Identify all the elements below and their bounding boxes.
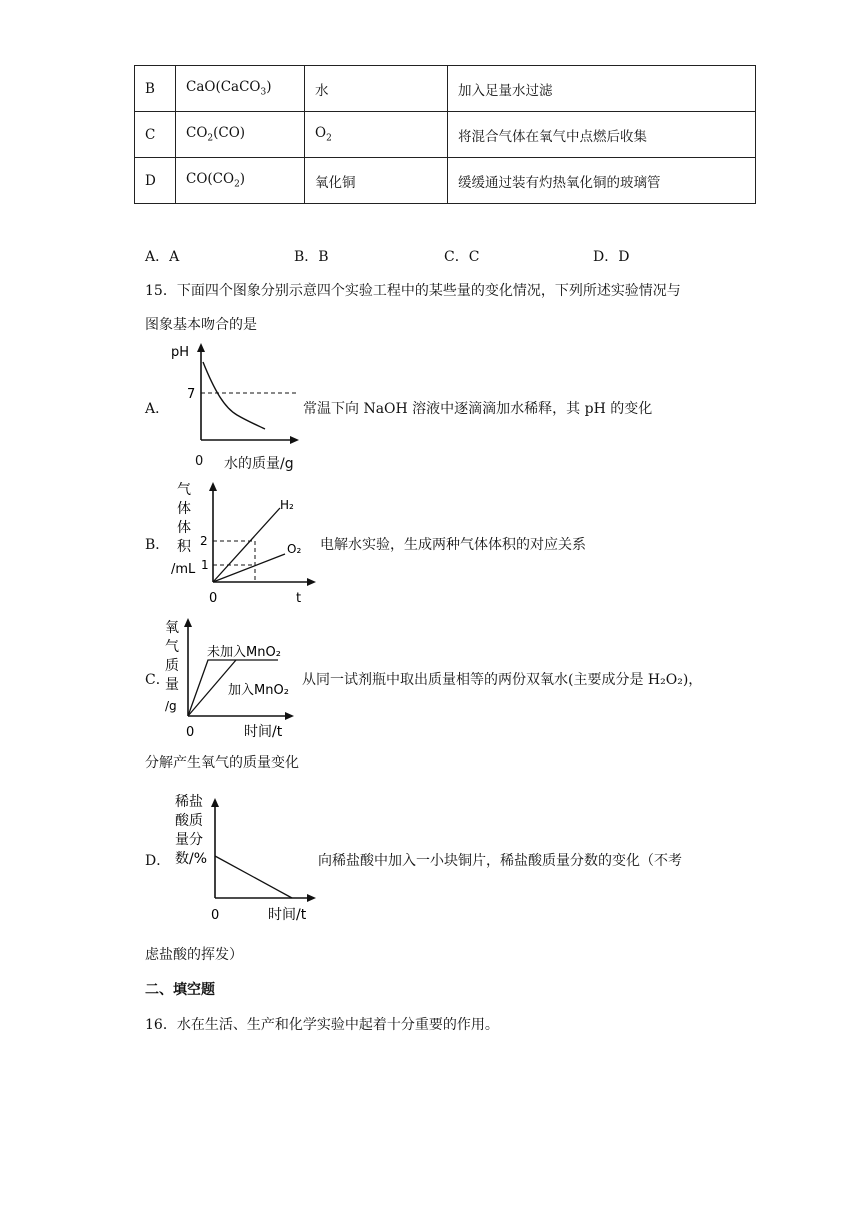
series-line (215, 856, 292, 898)
series-label-o2: O₂ (287, 542, 302, 556)
y-axis-label-char: 质 (165, 658, 179, 674)
choice-d[interactable]: D．D (593, 249, 630, 265)
row-reagent: $O_2$ (305, 112, 448, 158)
choice-a[interactable]: A．A (145, 249, 180, 265)
question-15-stem-cont: 图象基本吻合的是 (145, 317, 257, 333)
tick-label: 2 (200, 534, 208, 548)
y-axis-label-char: 氧 (165, 620, 179, 636)
y-axis-label-line: 酸质 (175, 813, 203, 829)
table-row (135, 66, 756, 112)
option-b-text: 电解水实验，生成两种气体体积的对应关系 (320, 537, 586, 553)
x-axis-arrow (285, 712, 294, 720)
option-c-label[interactable]: C． (145, 672, 170, 688)
row-substance: $CO_2(CO)$ (176, 112, 305, 158)
y-axis-unit: /mL (171, 562, 196, 577)
question-15-stem: 15．下面四个图象分别示意四个实验工程中的某些量的变化情况，下列所述实验情况与 (145, 283, 681, 299)
section-heading: 二、填空题 (145, 982, 215, 998)
series-label-h2: H₂ (280, 498, 294, 512)
graph-a (165, 340, 305, 446)
choice-c[interactable]: C．C (444, 249, 480, 265)
graph-d (170, 790, 320, 926)
row-method: 缓缓通过装有灼热氧化铜的玻璃管 (448, 158, 756, 204)
x-axis-arrow (307, 578, 316, 586)
option-a-label[interactable]: A． (145, 401, 170, 417)
option-a-text: 常温下向 NaOH 溶液中逐滴滴加水稀释，其 pH 的变化 (303, 401, 653, 417)
y-axis-arrow (209, 482, 217, 491)
x-axis-arrow (290, 436, 299, 444)
table-row (135, 158, 756, 204)
option-c-text: 从同一试剂瓶中取出质量相等的两份双氧水(主要成分是 H₂O₂)， (302, 672, 703, 688)
option-d-text-cont: 虑盐酸的挥发） (145, 947, 243, 963)
row-reagent: 氧化铜 (305, 158, 448, 204)
x-axis-label: 时间/t (268, 907, 307, 923)
x-axis-label: 时间/t (244, 724, 283, 740)
row-substance: CaO(CaCO$_3$) (176, 66, 305, 112)
origin-label: 0 (195, 454, 204, 469)
y-axis-arrow (211, 798, 219, 807)
table-row (135, 112, 756, 158)
y-axis-label-char: 体 (177, 520, 191, 536)
choice-b[interactable]: B．B (294, 249, 329, 265)
tick-label: 7 (187, 387, 196, 402)
y-axis-label-line: 量分 (175, 832, 203, 848)
origin-label: 0 (209, 591, 218, 606)
y-axis-label: pH (171, 345, 190, 360)
row-method: 将混合气体在氧气中点燃后收集 (448, 112, 756, 158)
option-b-label[interactable]: B． (145, 537, 170, 553)
row-letter: C (135, 112, 176, 158)
row-method: 加入足量水过滤 (448, 66, 756, 112)
origin-label: 0 (211, 908, 220, 923)
origin-label: 0 (186, 725, 195, 740)
row-letter: D (135, 158, 176, 204)
y-axis-label-char: 积 (177, 539, 191, 555)
y-axis-label-char: 量 (165, 677, 179, 693)
y-axis-unit: /g (165, 699, 177, 713)
graph-b (168, 478, 318, 608)
x-axis-label: 水的质量/g (224, 456, 294, 472)
question-16-stem: 16．水在生活、生产和化学实验中起着十分重要的作用。 (145, 1017, 499, 1033)
y-axis-label-char: 气 (177, 482, 191, 498)
row-substance: $CO(CO_2)$ (176, 158, 305, 204)
option-d-label[interactable]: D． (145, 853, 171, 869)
y-axis-label-line: 数/% (175, 851, 208, 867)
series-label-mno2: 加入MnO₂ (228, 683, 289, 698)
x-axis-arrow (307, 894, 316, 902)
option-c-text-cont: 分解产生氧气的质量变化 (145, 755, 299, 771)
series-label-no-mno2: 未加入MnO₂ (207, 645, 281, 660)
graph-c (160, 614, 308, 742)
y-axis-arrow (184, 618, 192, 627)
x-axis-label: t (296, 591, 302, 606)
row-reagent: 水 (305, 66, 448, 112)
row-letter: B (135, 66, 176, 112)
series-h2-line (213, 508, 280, 582)
y-axis-label-char: 体 (177, 501, 191, 517)
options-table (134, 65, 756, 204)
y-axis-label-char: 气 (165, 639, 179, 655)
y-axis-label-line: 稀盐 (175, 794, 203, 810)
tick-label: 1 (201, 558, 209, 572)
option-d-text: 向稀盐酸中加入一小块铜片，稀盐酸质量分数的变化（不考 (318, 853, 682, 869)
ph-curve (203, 362, 265, 429)
y-axis-arrow (197, 343, 205, 352)
series-o2-line (213, 554, 285, 582)
